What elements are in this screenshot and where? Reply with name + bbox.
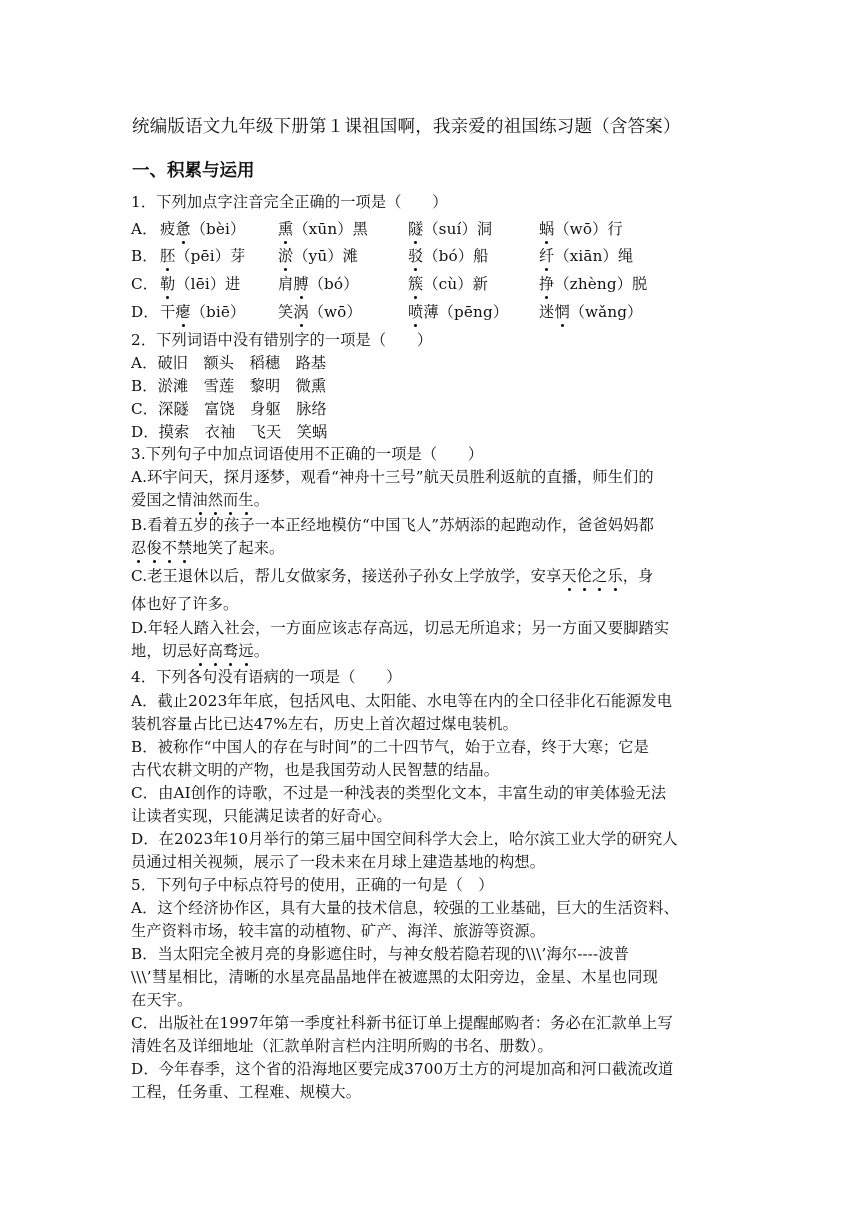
q5-line: 工程，任务重、工程难、规模大。 <box>131 1083 362 1101</box>
q3-option-d-line1: D.年轻人踏入社会，一方面应该志存高远，切忌无所追求；另一方面又要脚踏实 <box>131 619 670 637</box>
dotted-char: 瘪 <box>175 303 191 321</box>
option-label: B． <box>131 247 158 265</box>
dotted-char: 喷 <box>408 303 424 321</box>
q3-option-c-line2: 体也好了许多。 <box>131 595 239 613</box>
pinyin-item: 喷薄（pēng） <box>408 303 509 321</box>
option-label: D． <box>131 303 159 321</box>
dotted-char: 惫 <box>175 220 191 238</box>
q3-option-a-line2: 爱国之情油然而生。 <box>131 491 270 509</box>
dotted-char: 蜗 <box>539 220 555 238</box>
q1-stem: 1．下列加点字注音完全正确的一项是（ ） <box>131 193 448 211</box>
q5-line: 生产资料市场，较丰富的动植物、矿产、海洋、旅游等资源。 <box>131 922 546 940</box>
dotted-char: 淤 <box>278 247 294 265</box>
q2-stem: 2．下列词语中没有错别字的一项是（ ） <box>131 331 433 349</box>
dotted-phrase: 好高骛远 <box>192 642 254 660</box>
pinyin-item: 淤（yū）滩 <box>278 247 359 265</box>
q4-line: D．在2023年10月举行的第三届中国空间科学大会上，哈尔滨工业大学的研究人 <box>131 830 678 848</box>
dotted-char: 胚 <box>160 247 176 265</box>
q3-option-b-line1: B.看着五岁的孩子一本正经地模仿“中国飞人”苏炳添的起跑动作，爸爸妈妈都 <box>131 516 654 534</box>
dotted-char: 纤 <box>539 247 555 265</box>
dotted-char: 惘 <box>554 303 570 321</box>
pinyin-item: 胚（pēi）芽 <box>160 247 246 265</box>
dotted-char: 熏 <box>278 220 294 238</box>
option-label: A． <box>131 220 158 238</box>
q3-option-d-line2: 地，切忌好高骛远。 <box>131 642 270 660</box>
pinyin-item: 迷惘（wǎng） <box>539 303 643 321</box>
q5-line: D．今年春季，这个省的沿海地区要完成3700万土方的河堤加高和河口截流改道 <box>131 1060 674 1078</box>
q5-line: \\\’彗星相比，清晰的水星亮晶晶地伴在被遮黑的太阳旁边，金星、木星也同现 <box>131 968 658 986</box>
q4-line: B．被称作“中国人的存在与时间”的二十四节气，始于立春，终于大寒；它是 <box>131 738 649 756</box>
dotted-char: 挣 <box>539 275 555 293</box>
q5-line: B．当太阳完全被月亮的身影遮住时，与神女般若隐若现的\\\’海尔----波普 <box>131 945 630 963</box>
q4-line: A．截止2023年年底，包括风电、太阳能、水电等在内的全口径非化石能源发电 <box>131 692 673 710</box>
q5-line: 清姓名及详细地址（汇款单附言栏内注明所购的书名、册数）。 <box>131 1037 553 1055</box>
q3-stem: 3.下列句子中加点词语使用不正确的一项是（ ） <box>131 445 484 463</box>
pinyin-item: 勒（lēi）进 <box>160 275 241 293</box>
pinyin-item: 肩膊（bó） <box>278 275 359 293</box>
section-heading: 一、积累与运用 <box>132 161 255 181</box>
q5-stem: 5．下列句子中标点符号的使用，正确的一句是（ ） <box>131 876 494 894</box>
dotted-char: 勒 <box>160 275 176 293</box>
q2-option-b: B．淤滩 雪莲 黎明 微熏 <box>131 377 327 395</box>
option-label: C． <box>131 275 159 293</box>
q4-line: 装机容量占比已达47%左右，历史上首次超过煤电装机。 <box>131 715 518 733</box>
q4-line: 让读者实现，只能满足读者的好奇心。 <box>131 807 392 825</box>
q3-option-a-line1: A.环宇问天，探月逐梦，观看“神舟十三号”航天员胜利返航的直播，师生们的 <box>131 468 654 486</box>
q5-line: A．这个经济协作区，具有大量的技术信息，较强的工业基础，巨大的生活资料、 <box>131 899 679 917</box>
dotted-char: 驳 <box>408 247 424 265</box>
q2-option-d: D．摸索 衣袖 飞天 笑蜗 <box>131 423 328 441</box>
dotted-phrase: 忍俊不禁 <box>131 539 193 557</box>
dotted-phrase: 天伦之乐 <box>561 567 623 585</box>
pinyin-item: 纤（xiān）绳 <box>539 247 634 265</box>
pinyin-item: 挣（zhèng）脱 <box>539 275 648 293</box>
page-title: 统编版语文九年级下册第１课祖国啊，我亲爱的祖国练习题（含答案） <box>132 117 681 137</box>
q3-option-b-line2: 忍俊不禁地笑了起来。 <box>131 539 285 557</box>
pinyin-item: 驳（bó）船 <box>408 247 489 265</box>
q4-line: 古代农耕文明的产物，也是我国劳动人民智慧的结晶。 <box>131 761 500 779</box>
dotted-phrase: 油然而生 <box>192 491 254 509</box>
pinyin-item: 簇（cù）新 <box>408 275 488 293</box>
dotted-char: 涡 <box>293 303 309 321</box>
q4-line: C．由AI创作的诗歌，不过是一种浅表的类型化文本，丰富生动的审美体验无法 <box>131 784 667 802</box>
pinyin-item: 熏（xūn）黑 <box>278 220 368 238</box>
q3-option-c-line1: C.老王退休以后，帮儿女做家务，接送孙子孙女上学放学，安享天伦之乐，身 <box>131 567 654 585</box>
q2-option-a: A．破旧 额头 稻穗 路基 <box>131 354 327 372</box>
dotted-char: 隧 <box>408 220 424 238</box>
dotted-char: 簇 <box>408 275 424 293</box>
q2-option-c: C．深隧 富饶 身躯 脉络 <box>131 400 327 418</box>
q5-line: C．出版社在1997年第一季度社科新书征订单上提醒邮购者：务必在汇款单上写 <box>131 1014 673 1032</box>
q5-line: 在天宇。 <box>131 991 193 1009</box>
pinyin-item: 干瘪（biē） <box>160 303 246 321</box>
q4-stem: 4．下列各句没有语病的一项是（ ） <box>131 668 402 686</box>
pinyin-item: 疲惫（bèi） <box>160 220 246 238</box>
dotted-char: 膊 <box>293 275 309 293</box>
pinyin-item: 蜗（wō）行 <box>539 220 623 238</box>
pinyin-item: 隧（suí）洞 <box>408 220 493 238</box>
pinyin-item: 笑涡（wō） <box>278 303 362 321</box>
q4-line: 员通过相关视频，展示了一段未来在月球上建造基地的构想。 <box>131 853 546 871</box>
